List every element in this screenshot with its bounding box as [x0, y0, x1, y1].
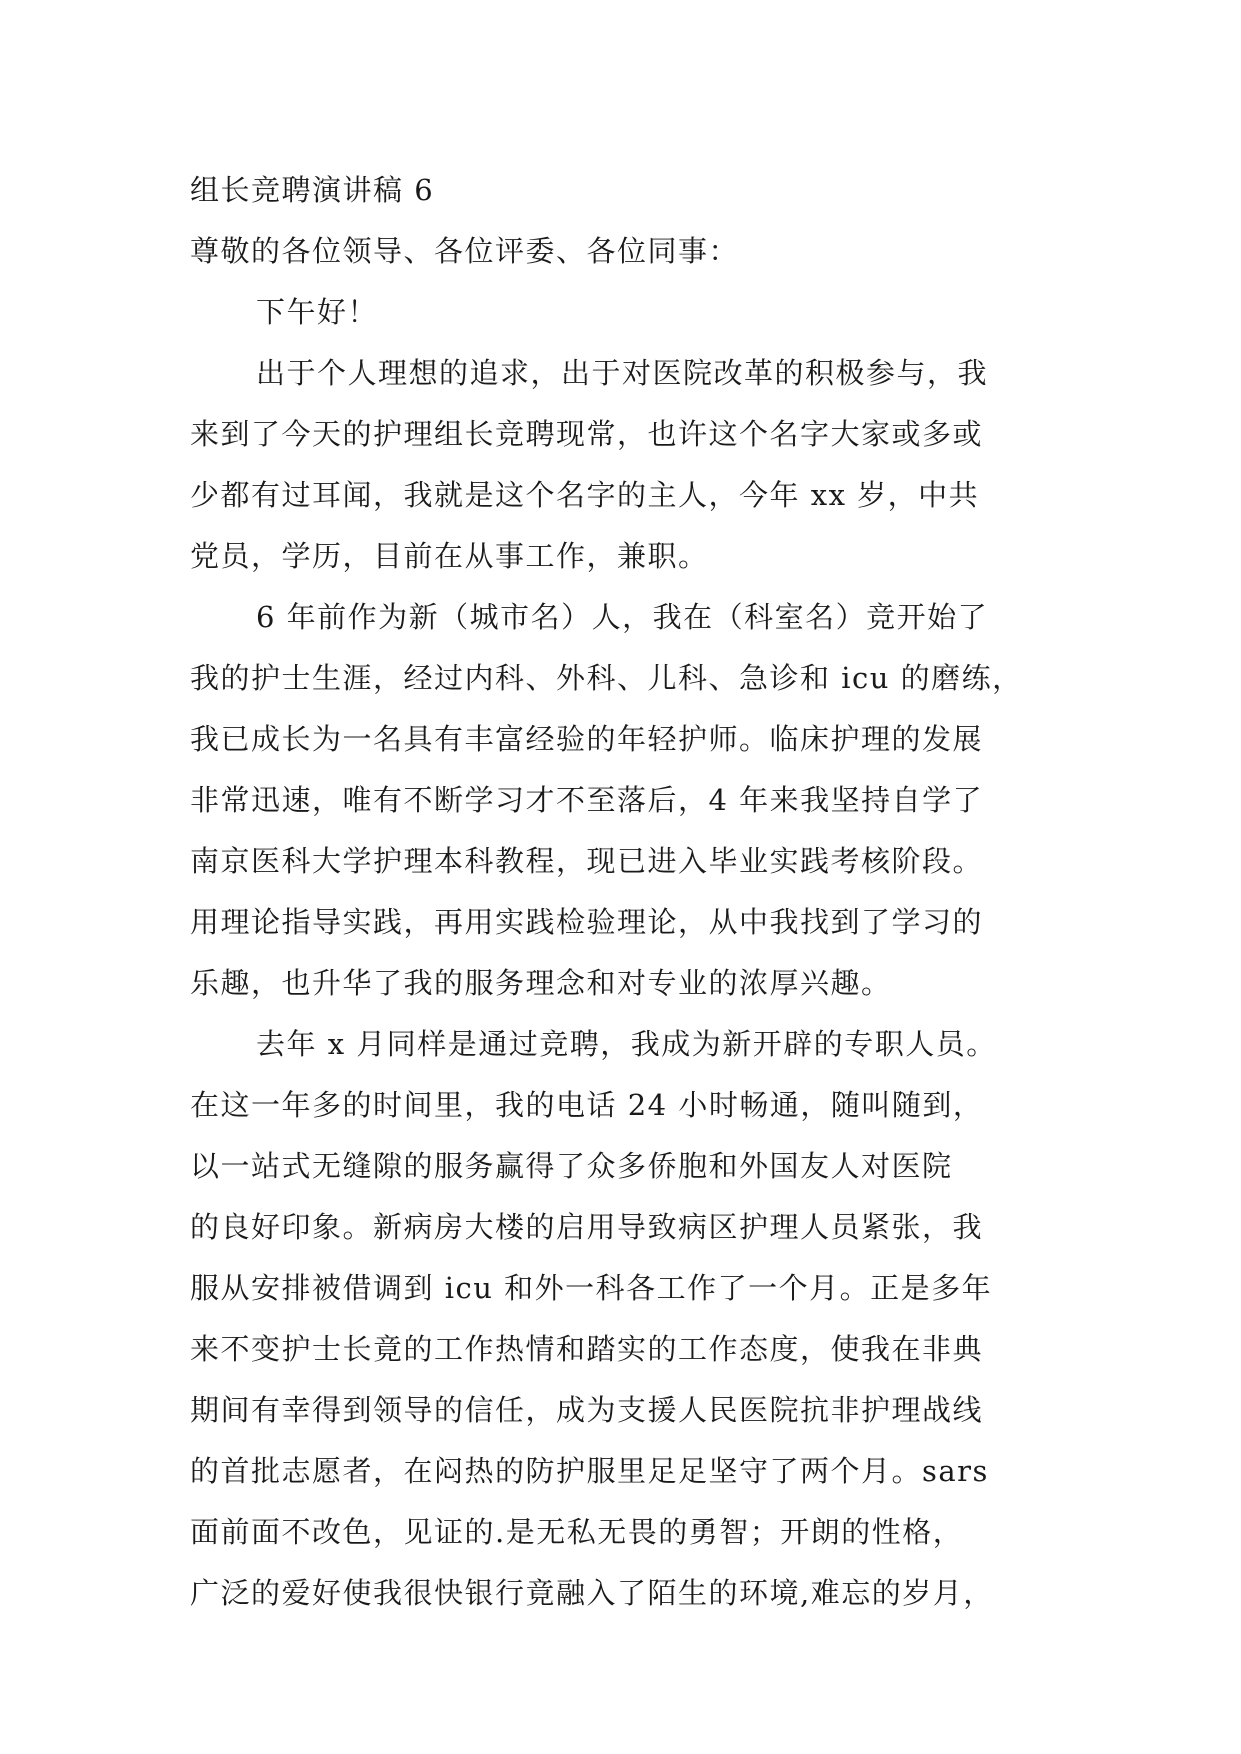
- paragraph-3-line-3: 以一站式无缝隙的服务赢得了众多侨胞和外国友人对医院: [190, 1149, 953, 1183]
- paragraph-3-line-2: 在这一年多的时间里，我的电话 24 小时畅通，随叫随到，: [190, 1088, 984, 1122]
- paragraph-1-line-3: 少都有过耳闻，我就是这个名字的主人，今年 xx 岁，中共: [190, 478, 980, 512]
- document-title: 组长竞聘演讲稿 6: [190, 173, 435, 207]
- document-body: [190, 160, 1060, 1624]
- paragraph-3-line-5: 服从安排被借调到 icu 和外一科各工作了一个月。正是多年: [190, 1271, 993, 1305]
- paragraph-3-line-1: 去年 x 月同样是通过竞聘，我成为新开辟的专职人员。: [256, 1027, 997, 1061]
- paragraph-3-line-7: 期间有幸得到领导的信任，成为支援人民医院抗非护理战线: [190, 1393, 984, 1427]
- paragraph-3-line-4: 的良好印象。新病房大楼的启用导致病区护理人员紧张，我: [190, 1210, 984, 1244]
- paragraph-2-line-5: 南京医科大学护理本科教程，现已进入毕业实践考核阶段。: [190, 844, 984, 878]
- salutation-line: 尊敬的各位领导、各位评委、各位同事：: [190, 234, 740, 268]
- paragraph-1-line-4: 党员，学历，目前在从事工作，兼职。: [190, 539, 709, 573]
- paragraph-2-line-2: 我的护士生涯，经过内科、外科、儿科、急诊和 icu 的磨练，: [190, 661, 1023, 695]
- paragraph-3-line-9: 面前面不改色，见证的.是无私无畏的勇智；开朗的性格，: [190, 1515, 964, 1549]
- paragraph-3-line-6: 来不变护士长竟的工作热情和踏实的工作态度，使我在非典: [190, 1332, 984, 1366]
- paragraph-2-line-7: 乐趣，也升华了我的服务理念和对专业的浓厚兴趣。: [190, 966, 892, 1000]
- paragraph-3-line-8: 的首批志愿者，在闷热的防护服里足足坚守了两个月。sars: [190, 1454, 989, 1488]
- paragraph-2-line-3: 我已成长为一名具有丰富经验的年轻护师。临床护理的发展: [190, 722, 984, 756]
- paragraph-2-line-1: 6 年前作为新（城市名）人，我在（科室名）竞开始了: [256, 600, 989, 634]
- paragraph-2-line-6: 用理论指导实践，再用实践检验理论，从中我找到了学习的: [190, 905, 984, 939]
- paragraph-1-line-1: 出于个人理想的追求，出于对医院改革的积极参与，我: [256, 356, 989, 390]
- paragraph-2-line-4: 非常迅速，唯有不断学习才不至落后，4 年来我坚持自学了: [190, 783, 984, 817]
- paragraph-1-line-2: 来到了今天的护理组长竞聘现常，也许这个名字大家或多或: [190, 417, 984, 451]
- greeting-line: 下午好！: [256, 295, 379, 329]
- paragraph-3-line-10: 广泛的爱好使我很快银行竟融入了陌生的环境,难忘的岁月，: [190, 1576, 994, 1610]
